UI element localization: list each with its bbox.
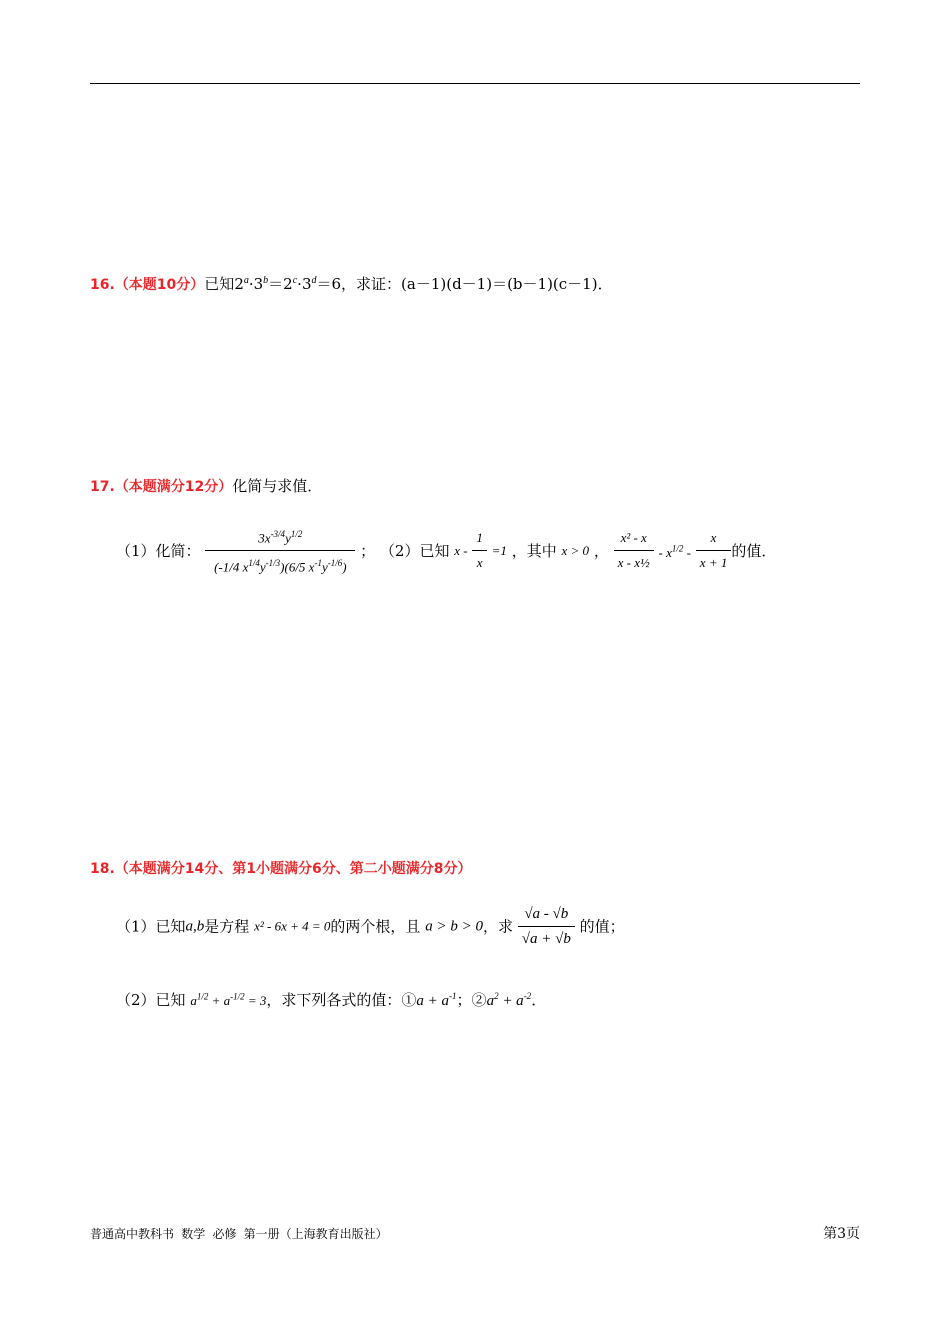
q16-heading: 16.（本题10分） — [90, 277, 205, 293]
q16-sup-a: a — [243, 275, 249, 286]
q16-sup-b: b — [263, 275, 269, 286]
q18-p2-expr1-exp: -1 — [449, 991, 457, 1001]
q16-eq: 2 — [234, 275, 244, 293]
q17-p1-den-close: ) — [342, 559, 347, 575]
q18-p2-label: （2）已知 — [116, 991, 186, 1009]
q17-p1-numerator — [205, 522, 355, 551]
q17-sep: ； — [360, 541, 376, 560]
q18-p2-sep: ；② — [456, 991, 487, 1009]
q17-part1 — [116, 522, 776, 580]
q16-mid4: ＝6，求证： — [316, 275, 402, 293]
q17-p1-label: （1）化简： — [116, 541, 201, 560]
q17-p2-expr-mid: - x — [658, 544, 672, 560]
q18-part1 — [116, 902, 625, 951]
q17-p2-ineq: x > 0 — [561, 542, 590, 558]
question-18-heading-line — [90, 858, 472, 879]
q17-p2-expr-den: x - x½ — [617, 555, 650, 571]
q16-sup-d: d — [311, 275, 317, 286]
q17-p1-den-exp2: -1/3 — [265, 558, 281, 569]
footer-page-number: 第3页 — [823, 1226, 860, 1242]
q18-p2-eq-plus: + a — [211, 993, 231, 1008]
question-16 — [90, 271, 613, 295]
q17-p2-frac2-num: x — [696, 526, 732, 551]
header-rule — [90, 83, 860, 84]
q18-p1-label: （1）已知 — [116, 917, 186, 936]
q18-p1-eq: x² - 6x + 4 = 0 — [254, 918, 331, 934]
q18-p1-vars: a,b — [185, 918, 205, 935]
q17-p2-frac2-den: x + 1 — [699, 555, 728, 571]
q18-p2-expr2-plus: + a — [502, 993, 524, 1009]
q16-text-pre: 已知 — [204, 275, 235, 293]
q16-proof: (a－1)(d－1)＝(b－1)(c－1)． — [401, 275, 613, 293]
q18-p2-expr1-base: a + a — [416, 993, 450, 1009]
q18-part2 — [116, 984, 546, 1013]
q18-p1-text2: 的两个根，且 — [330, 917, 421, 936]
q18-p1-text3: ，求 — [482, 917, 513, 936]
q17-p2-expr-frac — [614, 526, 654, 575]
q16-mid3: ·3 — [297, 275, 312, 293]
q18-p2-eq-tail: = 3 — [247, 993, 267, 1008]
q18-p2-eq — [190, 993, 266, 1008]
q17-p2-where: ，其中 — [511, 541, 557, 560]
q17-p1-den-part2: )(6/5 x — [280, 559, 315, 575]
q17-p2-label: （2）已知 — [379, 541, 450, 560]
q18-p2-text: ，求下列各式的值：① — [266, 991, 417, 1009]
footer-book-title: 普通高中教科书 数学 必修 第一册（上海教育出版社） — [90, 1227, 388, 1241]
q17-p1-num-y: y — [285, 530, 291, 546]
q18-heading: 18.（本题满分14分、第1小题满分6分、第二小题满分8分） — [90, 861, 472, 877]
q17-p1-denominator — [205, 551, 355, 579]
q17-comma: ， — [593, 541, 609, 560]
q16-mid2: ＝2 — [268, 275, 293, 293]
q17-p1-num-base: 3x — [258, 530, 271, 546]
q17-p2-cond-num: 1 — [472, 526, 487, 551]
q18-p2-expr2-exp2: -2 — [523, 991, 532, 1001]
q17-p1-fraction — [205, 522, 355, 580]
q18-p2-expr2-exp1: 2 — [494, 991, 499, 1001]
q18-p1-ineq: a > b > 0 — [425, 918, 483, 935]
q17-p1-den-exp1: 1/4 — [248, 558, 260, 569]
q18-p1-tail: 的值； — [579, 917, 625, 936]
q18-p2-expr2-base: a — [486, 993, 495, 1009]
q17-p2-expr-mid-wrap — [659, 545, 691, 560]
q18-p2-end: ． — [531, 991, 547, 1009]
q18-p2-expr2 — [487, 993, 532, 1009]
q17-p1-num-exp1: -3/4 — [270, 529, 286, 539]
q17-p2-tail: 的值． — [731, 541, 777, 560]
q17-p2-expr-num: x² - x — [614, 526, 654, 551]
q17-p2-expr-minus: - — [686, 544, 692, 560]
q17-p1-den-part1: (-1/4 x — [214, 559, 249, 575]
q18-p2-eq-exp2: -1/2 — [230, 991, 245, 1002]
q17-p2-cond-frac — [472, 526, 487, 575]
q18-p2-eq-exp1: 1/2 — [196, 991, 209, 1002]
q17-p2-frac2 — [696, 526, 732, 575]
q17-p1-den-exp4: -1/6 — [327, 558, 343, 569]
q18-p1-frac — [518, 902, 575, 951]
q17-heading: 17.（本题满分12分） — [90, 479, 233, 495]
q17-p1-den-exp3: -1 — [314, 558, 322, 569]
q17-text: 化简与求值． — [232, 477, 323, 495]
q17-p2-cond-pre: x - — [454, 542, 468, 558]
question-17-heading-line — [90, 476, 322, 497]
q17-p2-expr-mid-exp: 1/2 — [671, 543, 684, 554]
q18-p1-text1: 是方程 — [204, 917, 250, 936]
q18-p2-expr1 — [416, 993, 456, 1009]
q18-p1-num: √a - √b — [518, 902, 575, 927]
q16-mid1: ·3 — [248, 275, 264, 293]
q17-p1-den-y: y — [259, 559, 266, 575]
q17-p1-den-y2: y — [321, 559, 328, 575]
q17-p1-num-exp2: 1/2 — [290, 529, 303, 539]
q18-p1-den: √a + √b — [521, 931, 571, 947]
q18-p2-eq-a: a — [190, 993, 197, 1008]
q16-sup-c: c — [292, 275, 298, 286]
q17-p2-cond-den: x — [476, 555, 483, 571]
q17-p2-cond-post: =1 — [491, 542, 507, 558]
